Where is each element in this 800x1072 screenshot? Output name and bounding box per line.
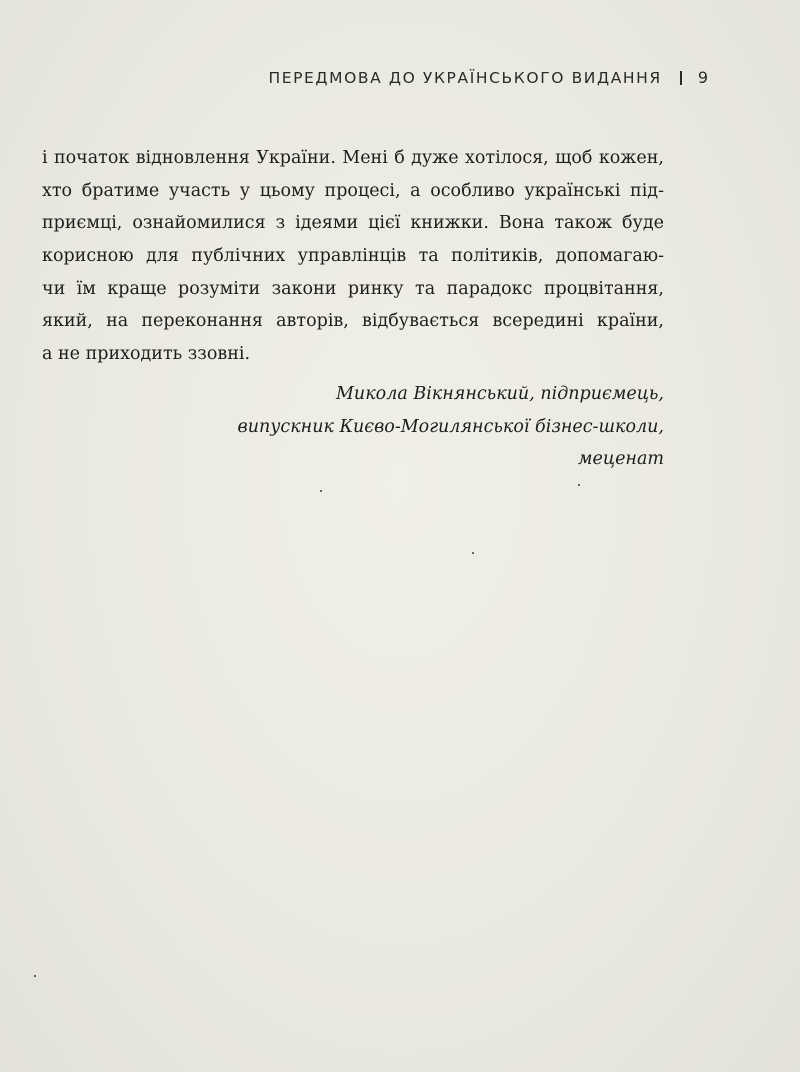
page-number: 9	[697, 68, 708, 87]
body-paragraph	[42, 142, 664, 371]
signature-line: меценат	[578, 449, 664, 470]
body-line: який, на переконання авторів, відбувається всередині країни,	[42, 311, 664, 332]
paper-speck	[578, 484, 580, 486]
signature-line: випускник Києво-Могилянської бізнес-школи,	[237, 416, 664, 437]
body-line: і початок відновлення України. Мені б дуже хотілося, щоб кожен,	[42, 148, 664, 168]
author-signature	[238, 378, 664, 476]
signature-line: Микола Вікнянський, підприємець,	[336, 384, 664, 404]
body-line: хто братиме участь у цьому процесі, а особливо українські під-	[42, 180, 664, 201]
paper-speck	[34, 975, 36, 977]
paper-speck	[472, 552, 474, 554]
running-title: ПЕРЕДМОВА ДО УКРАЇНСЬКОГО ВИДАННЯ	[268, 68, 662, 87]
running-header	[268, 68, 708, 87]
body-line: а не приходить ззовні.	[42, 344, 251, 365]
body-line: приємці, ознайомилися з ідеями цієї книжки. Вона також буде	[42, 213, 664, 234]
body-line: чи їм краще розуміти закони ринку та парадокс процвітання,	[42, 278, 664, 299]
body-line: корисною для публічних управлінців та політиків, допомагаю-	[42, 246, 664, 267]
header-separator	[680, 71, 682, 85]
paper-speck	[320, 490, 322, 492]
